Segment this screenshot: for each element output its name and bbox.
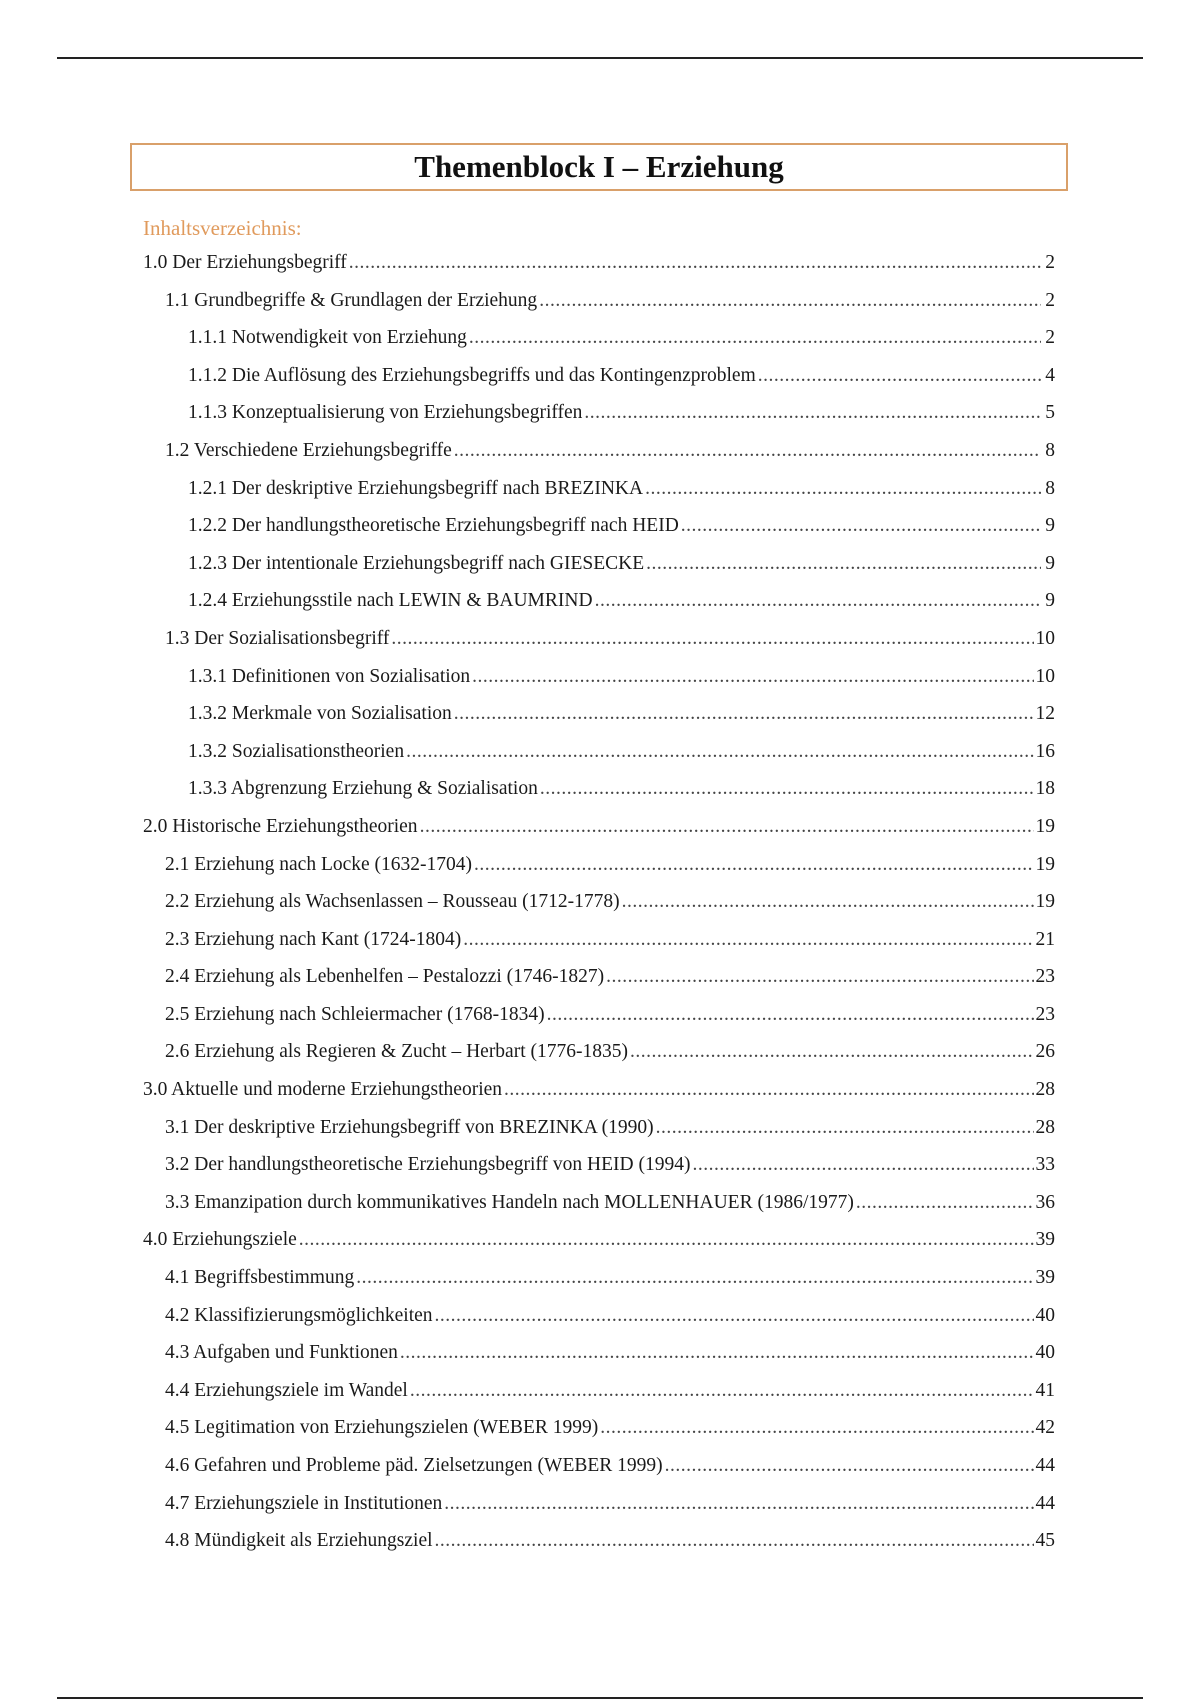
toc-entry[interactable] [143,666,1055,704]
toc-entry-page: 10 [1035,665,1055,687]
toc-entry[interactable] [143,966,1055,1004]
toc-entry[interactable] [143,1079,1055,1117]
toc-entry-label: 2.6 Erziehung als Regieren & Zucht – Herbart (1776-1835) [165,1041,628,1063]
toc-entry-page: 19 [1035,815,1055,837]
toc-entry-page: 9 [1045,590,1055,612]
toc-entry-label: 4.2 Klassifizierungsmöglichkeiten [165,1304,433,1326]
toc-leader-dots [600,1417,1033,1439]
header-rule [57,57,1143,59]
toc-entry-page: 9 [1045,515,1055,537]
toc-entry-label: 4.5 Legitimation von Erziehungszielen (WEBER 1999) [165,1417,599,1439]
footer-rule [57,1697,1143,1699]
toc-entry-label: 1.0 Der Erziehungsbegriff [143,252,347,273]
toc-leader-dots [400,1342,1034,1364]
toc-entry-label: 2.5 Erziehung nach Schleiermacher (1768-1834) [165,1003,545,1025]
toc-entry-label: 2.1 Erziehung nach Locke (1632-1704) [165,853,473,875]
toc-leader-dots [622,891,1034,913]
toc-leader-dots [406,741,1033,763]
toc-heading: Inhaltsverzeichnis: [143,216,302,240]
toc-leader-dots [656,1117,1034,1139]
toc-entry[interactable] [143,515,1055,553]
toc-leader-dots [474,854,1033,876]
toc-leader-dots [391,628,1033,650]
toc-entry[interactable] [143,1041,1055,1079]
toc-entry-label: 1.2 Verschiedene Erziehungsbegriffe [165,439,452,461]
toc-leader-dots [504,1079,1033,1101]
toc-entry-page: 9 [1045,552,1055,574]
toc-leader-dots [645,478,1041,500]
toc-entry-page: 23 [1035,1003,1055,1025]
toc-leader-dots [299,1229,1034,1251]
toc-entry-page: 44 [1035,1492,1055,1514]
toc-entry[interactable] [143,1530,1055,1568]
toc-entry[interactable] [143,402,1055,440]
toc-entry-label: 4.6 Gefahren und Probleme päd. Zielsetzungen (WEBER 1999) [165,1455,663,1476]
toc-entry[interactable] [143,929,1055,967]
toc-entry[interactable] [143,703,1055,741]
toc-entry[interactable] [143,1004,1055,1042]
toc-entry[interactable] [143,816,1055,854]
toc-entry-page: 45 [1035,1530,1055,1552]
toc-entry-page: 19 [1035,853,1055,875]
table-of-contents [143,252,1055,1568]
toc-entry-page: 44 [1035,1455,1055,1476]
toc-leader-dots [540,778,1034,800]
toc-entry-label: 2.2 Erziehung als Wachsenlassen – Rousseau (1712-1778) [165,891,620,913]
toc-entry[interactable] [143,327,1055,365]
toc-entry-page: 19 [1035,891,1055,913]
toc-leader-dots [665,1455,1034,1477]
toc-entry-label: 4.1 Begriffsbestimmung [165,1267,355,1289]
toc-entry-label: 1.2.2 Der handlungstheoretische Erziehungsbegriff nach HEID [188,515,679,537]
toc-leader-dots [410,1380,1034,1402]
toc-entry-page: 10 [1035,627,1055,649]
toc-entry[interactable] [143,1493,1055,1531]
toc-leader-dots [646,553,1041,575]
toc-entry[interactable] [143,854,1055,892]
toc-leader-dots [444,1493,1033,1515]
toc-entry[interactable] [143,290,1055,328]
toc-leader-dots [692,1154,1033,1176]
toc-leader-dots [681,515,1041,537]
toc-leader-dots [435,1305,1034,1327]
toc-entry[interactable] [143,440,1055,478]
toc-leader-dots [606,966,1033,988]
toc-entry-label: 1.1.3 Konzeptualisierung von Erziehungsbegriffen [188,402,583,424]
toc-entry-page: 8 [1045,477,1055,499]
toc-entry[interactable] [143,1455,1055,1493]
toc-entry-page: 26 [1035,1041,1055,1063]
toc-entry[interactable] [143,1305,1055,1343]
toc-entry[interactable] [143,1417,1055,1455]
toc-entry[interactable] [143,1267,1055,1305]
toc-entry-page: 12 [1035,703,1055,725]
toc-leader-dots [463,929,1033,951]
toc-entry-page: 5 [1045,402,1055,424]
toc-entry[interactable] [143,590,1055,628]
toc-entry-page: 2 [1045,252,1055,273]
toc-entry-label: 4.0 Erziehungsziele [143,1229,297,1251]
toc-leader-dots [584,402,1041,424]
toc-entry[interactable] [143,478,1055,516]
toc-entry-page: 28 [1035,1116,1055,1138]
toc-entry-label: 4.3 Aufgaben und Funktionen [165,1342,398,1364]
toc-entry-page: 2 [1045,327,1055,349]
page-title: Themenblock I – Erziehung [130,143,1068,191]
toc-entry-page: 18 [1035,778,1055,800]
toc-entry-label: 1.3 Der Sozialisationsbegriff [165,627,390,649]
toc-entry-label: 3.3 Emanzipation durch kommunikatives Handeln nach MOLLENHAUER (1986/1977) [165,1191,854,1213]
toc-leader-dots [630,1041,1034,1063]
toc-entry-page: 21 [1035,928,1055,950]
toc-entry-page: 2 [1045,289,1055,311]
toc-entry[interactable] [143,891,1055,929]
toc-leader-dots [349,252,1041,274]
toc-entry-label: 1.2.4 Erziehungsstile nach LEWIN & BAUMRIND [188,590,593,612]
toc-entry-page: 40 [1035,1342,1055,1364]
toc-leader-dots [420,816,1034,838]
toc-leader-dots [472,666,1033,688]
toc-entry[interactable] [143,1229,1055,1267]
toc-entry-page: 4 [1045,364,1055,386]
toc-entry-label: 3.1 Der deskriptive Erziehungsbegriff von BREZINKA (1990) [165,1116,654,1138]
toc-entry-label: 1.2.3 Der intentionale Erziehungsbegriff nach GIESECKE [188,552,645,574]
toc-entry-label: 2.4 Erziehung als Lebenhelfen – Pestalozzi (1746-1827) [165,966,605,988]
toc-entry-page: 36 [1035,1191,1055,1213]
toc-entry-page: 39 [1035,1229,1055,1251]
toc-entry-label: 1.2.1 Der deskriptive Erziehungsbegriff nach BREZINKA [188,477,644,499]
toc-leader-dots [435,1530,1034,1552]
toc-entry[interactable] [143,1192,1055,1230]
toc-entry-label: 4.7 Erziehungsziele in Institutionen [165,1492,443,1514]
toc-entry[interactable] [143,365,1055,403]
toc-entry-label: 2.0 Historische Erziehungstheorien [143,815,418,837]
toc-entry[interactable] [143,628,1055,666]
toc-entry-page: 41 [1035,1379,1055,1401]
toc-entry[interactable] [143,252,1055,290]
toc-entry-page: 28 [1035,1079,1055,1101]
toc-entry-label: 1.3.1 Definitionen von Sozialisation [188,665,471,687]
toc-leader-dots [469,327,1041,349]
toc-leader-dots [454,440,1041,462]
toc-leader-dots [547,1004,1034,1026]
toc-entry[interactable] [143,778,1055,816]
toc-leader-dots [595,590,1041,612]
toc-entry-label: 1.1.2 Die Auflösung des Erziehungsbegriffs und das Kontingenzproblem [188,364,756,386]
toc-entry-label: 1.3.2 Sozialisationstheorien [188,740,405,762]
toc-entry[interactable] [143,1117,1055,1155]
toc-entry-label: 1.1 Grundbegriffe & Grundlagen der Erziehung [165,289,538,311]
toc-leader-dots [454,703,1034,725]
toc-entry-label: 4.4 Erziehungsziele im Wandel [165,1379,408,1401]
toc-entry[interactable] [143,1380,1055,1418]
toc-entry-page: 40 [1035,1304,1055,1326]
toc-entry-label: 4.8 Mündigkeit als Erziehungsziel [165,1530,433,1552]
toc-entry-page: 39 [1035,1267,1055,1289]
toc-entry-page: 33 [1035,1154,1055,1176]
toc-entry-label: 3.0 Aktuelle und moderne Erziehungstheorien [143,1079,503,1101]
toc-entry-page: 42 [1035,1417,1055,1439]
toc-entry-label: 2.3 Erziehung nach Kant (1724-1804) [165,928,462,950]
toc-entry[interactable] [143,553,1055,591]
toc-entry[interactable] [143,741,1055,779]
toc-leader-dots [856,1192,1034,1214]
toc-entry-label: 1.3.2 Merkmale von Sozialisation [188,703,452,725]
toc-leader-dots [539,290,1041,312]
toc-entry-page: 16 [1035,740,1055,762]
toc-entry-label: 1.3.3 Abgrenzung Erziehung & Sozialisation [188,778,538,800]
toc-entry-page: 8 [1045,439,1055,461]
toc-entry-page: 23 [1035,966,1055,988]
toc-leader-dots [356,1267,1033,1289]
toc-entry-label: 1.1.1 Notwendigkeit von Erziehung [188,327,467,349]
toc-entry[interactable] [143,1154,1055,1192]
toc-entry-label: 3.2 Der handlungstheoretische Erziehungsbegriff von HEID (1994) [165,1154,691,1176]
toc-leader-dots [758,365,1041,387]
toc-entry[interactable] [143,1342,1055,1380]
